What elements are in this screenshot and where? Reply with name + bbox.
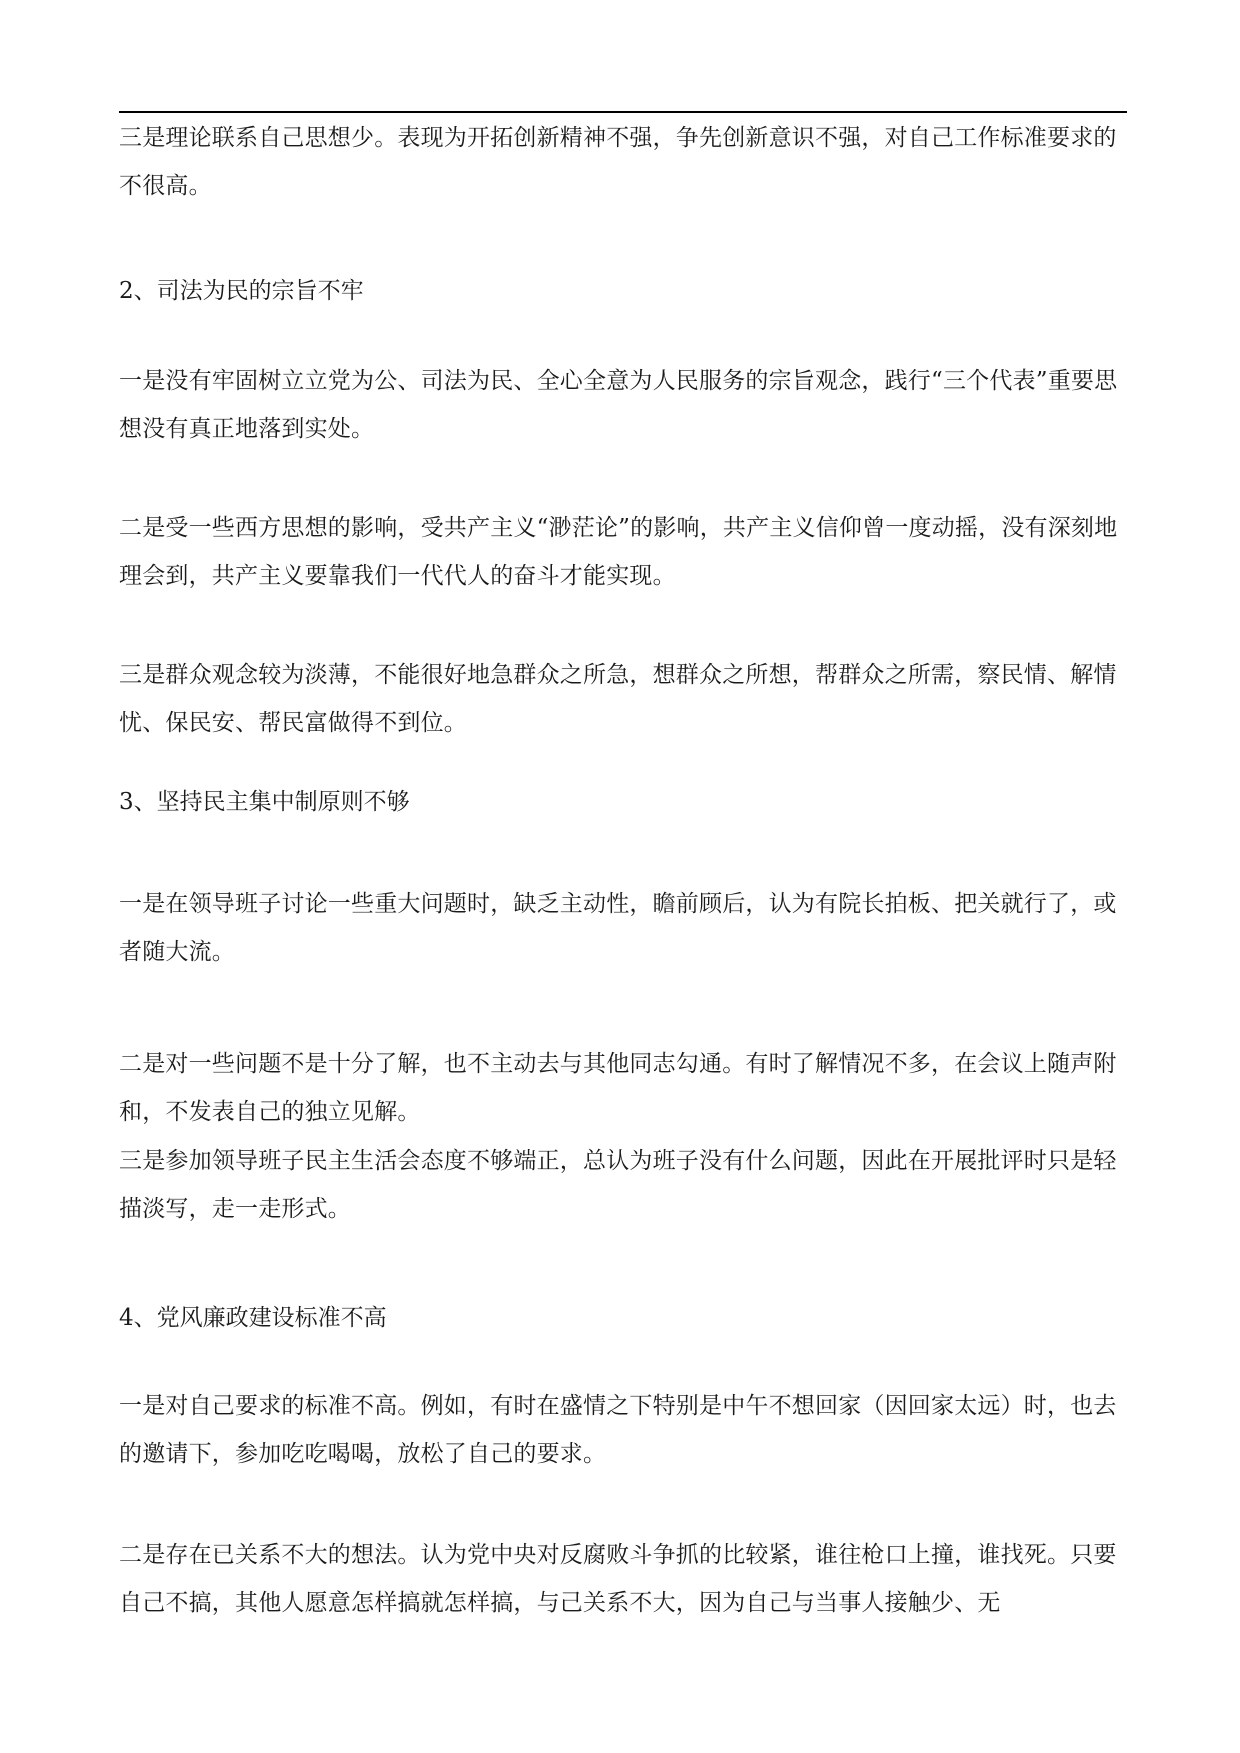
- section-heading-3: 3、坚持民主集中制原则不够: [119, 789, 410, 815]
- paragraph-3-2: 二是对一些问题不是十分了解，也不主动去与其他同志勾通。有时了解情况不多，在会议上随声附和，不发表自己的独立见解。: [119, 1051, 1117, 1125]
- paragraph-4-1: 一是对自己要求的标准不高。例如，有时在盛情之下特别是中午不想回家（因回家太远）时，也去的邀请下，参加吃吃喝喝，放松了自己的要求。: [119, 1393, 1117, 1467]
- paragraph-3-1: 一是在领导班子讨论一些重大问题时，缺乏主动性，瞻前顾后，认为有院长拍板、把关就行了，或者随大流。: [119, 891, 1117, 965]
- paragraph-theory-practice: 三是理论联系自己思想少。表现为开拓创新精神不强，争先创新意识不强，对自己工作标准要求的不很高。: [119, 125, 1117, 199]
- section-heading-4: 4、党风廉政建设标准不高: [119, 1305, 387, 1331]
- paragraph-2-3: 三是群众观念较为淡薄，不能很好地急群众之所急，想群众之所想，帮群众之所需，察民情、解情忧、保民安、帮民富做得不到位。: [119, 662, 1117, 736]
- paragraph-3-3: 三是参加领导班子民主生活会态度不够端正，总认为班子没有什么问题，因此在开展批评时只是轻描淡写，走一走形式。: [119, 1148, 1117, 1222]
- paragraph-4-2: 二是存在已关系不大的想法。认为党中央对反腐败斗争抓的比较紧，谁往枪口上撞，谁找死。只要自己不搞，其他人愿意怎样搞就怎样搞，与己关系不大，因为自己与当事人接触少、无: [119, 1542, 1117, 1616]
- paragraph-2-1: 一是没有牢固树立立党为公、司法为民、全心全意为人民服务的宗旨观念，践行“三个代表”重要思想没有真正地落到实处。: [119, 368, 1118, 442]
- header-rule: [119, 111, 1127, 113]
- section-heading-2: 2、司法为民的宗旨不牢: [119, 278, 364, 304]
- paragraph-2-2: 二是受一些西方思想的影响，受共产主义“渺茫论”的影响，共产主义信仰曾一度动摇，没有深刻地理会到，共产主义要靠我们一代代人的奋斗才能实现。: [119, 515, 1118, 589]
